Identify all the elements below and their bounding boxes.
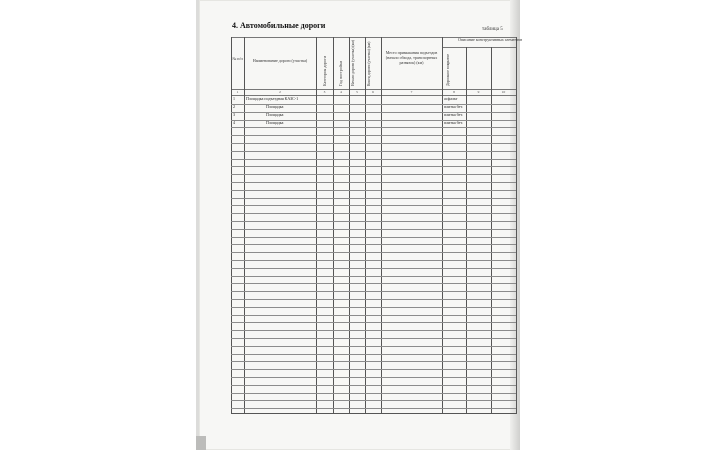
col-number: 4 bbox=[340, 90, 342, 94]
header-junction: Место примыкания подъездов (начало обхода, транспортных развязок) (км) bbox=[385, 50, 438, 65]
header-surface: Дорожное покрытие bbox=[446, 53, 450, 86]
row-num: 2 bbox=[233, 104, 235, 109]
row-rule bbox=[231, 143, 516, 144]
row-rule bbox=[231, 205, 516, 206]
row-rule bbox=[231, 307, 516, 308]
row-num: 1 bbox=[233, 96, 235, 101]
col-number: 2 bbox=[279, 90, 281, 94]
row-rule bbox=[231, 338, 516, 339]
row-rule bbox=[231, 393, 516, 394]
row-rule bbox=[231, 182, 516, 183]
row-rule bbox=[231, 408, 516, 409]
structural-subheader-border bbox=[442, 47, 516, 48]
row-rule bbox=[231, 244, 516, 245]
row-num: 3 bbox=[233, 112, 235, 117]
col-number: 10 bbox=[501, 90, 506, 94]
col-border bbox=[466, 47, 467, 414]
row-surface: плитка бет. bbox=[444, 120, 463, 125]
row-rule bbox=[231, 159, 516, 160]
row-rule bbox=[231, 299, 516, 300]
col-border bbox=[491, 47, 492, 414]
scan-corner bbox=[196, 436, 206, 450]
row-rule bbox=[231, 237, 516, 238]
col-number: 5 bbox=[356, 90, 358, 94]
row-rule bbox=[231, 174, 516, 175]
col-number: 1 bbox=[236, 90, 239, 94]
row-rule bbox=[231, 346, 516, 347]
row-rule bbox=[231, 268, 516, 269]
page-right-edge bbox=[510, 0, 520, 450]
col-number: 9 bbox=[477, 90, 480, 94]
section-title: 4. Автомобильные дороги bbox=[232, 21, 326, 30]
row-rule bbox=[231, 276, 516, 277]
row-rule bbox=[231, 322, 516, 323]
row-rule bbox=[231, 252, 516, 253]
row-rule bbox=[231, 198, 516, 199]
row-rule bbox=[231, 260, 516, 261]
col-number: 7 bbox=[410, 90, 413, 94]
row-rule bbox=[231, 377, 516, 378]
row-rule bbox=[231, 190, 516, 191]
col-border bbox=[516, 37, 517, 414]
table-bottom-border bbox=[231, 413, 516, 414]
header-structural: Описание конструктивных элементов bbox=[458, 37, 523, 42]
row-rule bbox=[231, 221, 516, 222]
header-category: Категория дороги bbox=[322, 55, 327, 86]
header-year: Год постройки bbox=[338, 61, 343, 86]
row-surface: плитка бет. bbox=[444, 112, 463, 117]
row-surface: асфальт bbox=[444, 96, 458, 101]
header-name: Наименование дороги (участка) bbox=[252, 58, 308, 63]
row-name: Площадка bbox=[266, 112, 284, 117]
row-rule bbox=[231, 166, 516, 167]
row-rule bbox=[231, 330, 516, 331]
header-end: Конец дороги (участка) (км) bbox=[367, 41, 371, 86]
row-rule bbox=[231, 361, 516, 362]
row-rule bbox=[231, 213, 516, 214]
row-rule bbox=[231, 400, 516, 401]
row-num: 4 bbox=[233, 120, 235, 125]
row-name: Площадка bbox=[266, 104, 284, 109]
col-number: 3 bbox=[323, 90, 326, 94]
row-rule bbox=[231, 291, 516, 292]
table-number: таблица 5 bbox=[482, 27, 503, 32]
row-rule bbox=[231, 369, 516, 370]
col-number: 6 bbox=[372, 90, 374, 94]
row-rule bbox=[231, 385, 516, 386]
row-rule bbox=[231, 229, 516, 230]
header-start: Начало дороги (участка) (км) bbox=[351, 39, 355, 86]
col-number: 8 bbox=[453, 90, 455, 94]
row-surface: плитка бет. bbox=[444, 104, 463, 109]
header-num: № п/п bbox=[232, 56, 243, 61]
row-rule bbox=[231, 283, 516, 284]
row-rule bbox=[231, 315, 516, 316]
row-rule bbox=[231, 127, 516, 128]
row-rule bbox=[231, 151, 516, 152]
row-name: Площадка bbox=[266, 120, 284, 125]
row-rule bbox=[231, 354, 516, 355]
row-rule bbox=[231, 135, 516, 136]
row-name: Площадка подъездная КАЗС-1 bbox=[246, 96, 299, 101]
